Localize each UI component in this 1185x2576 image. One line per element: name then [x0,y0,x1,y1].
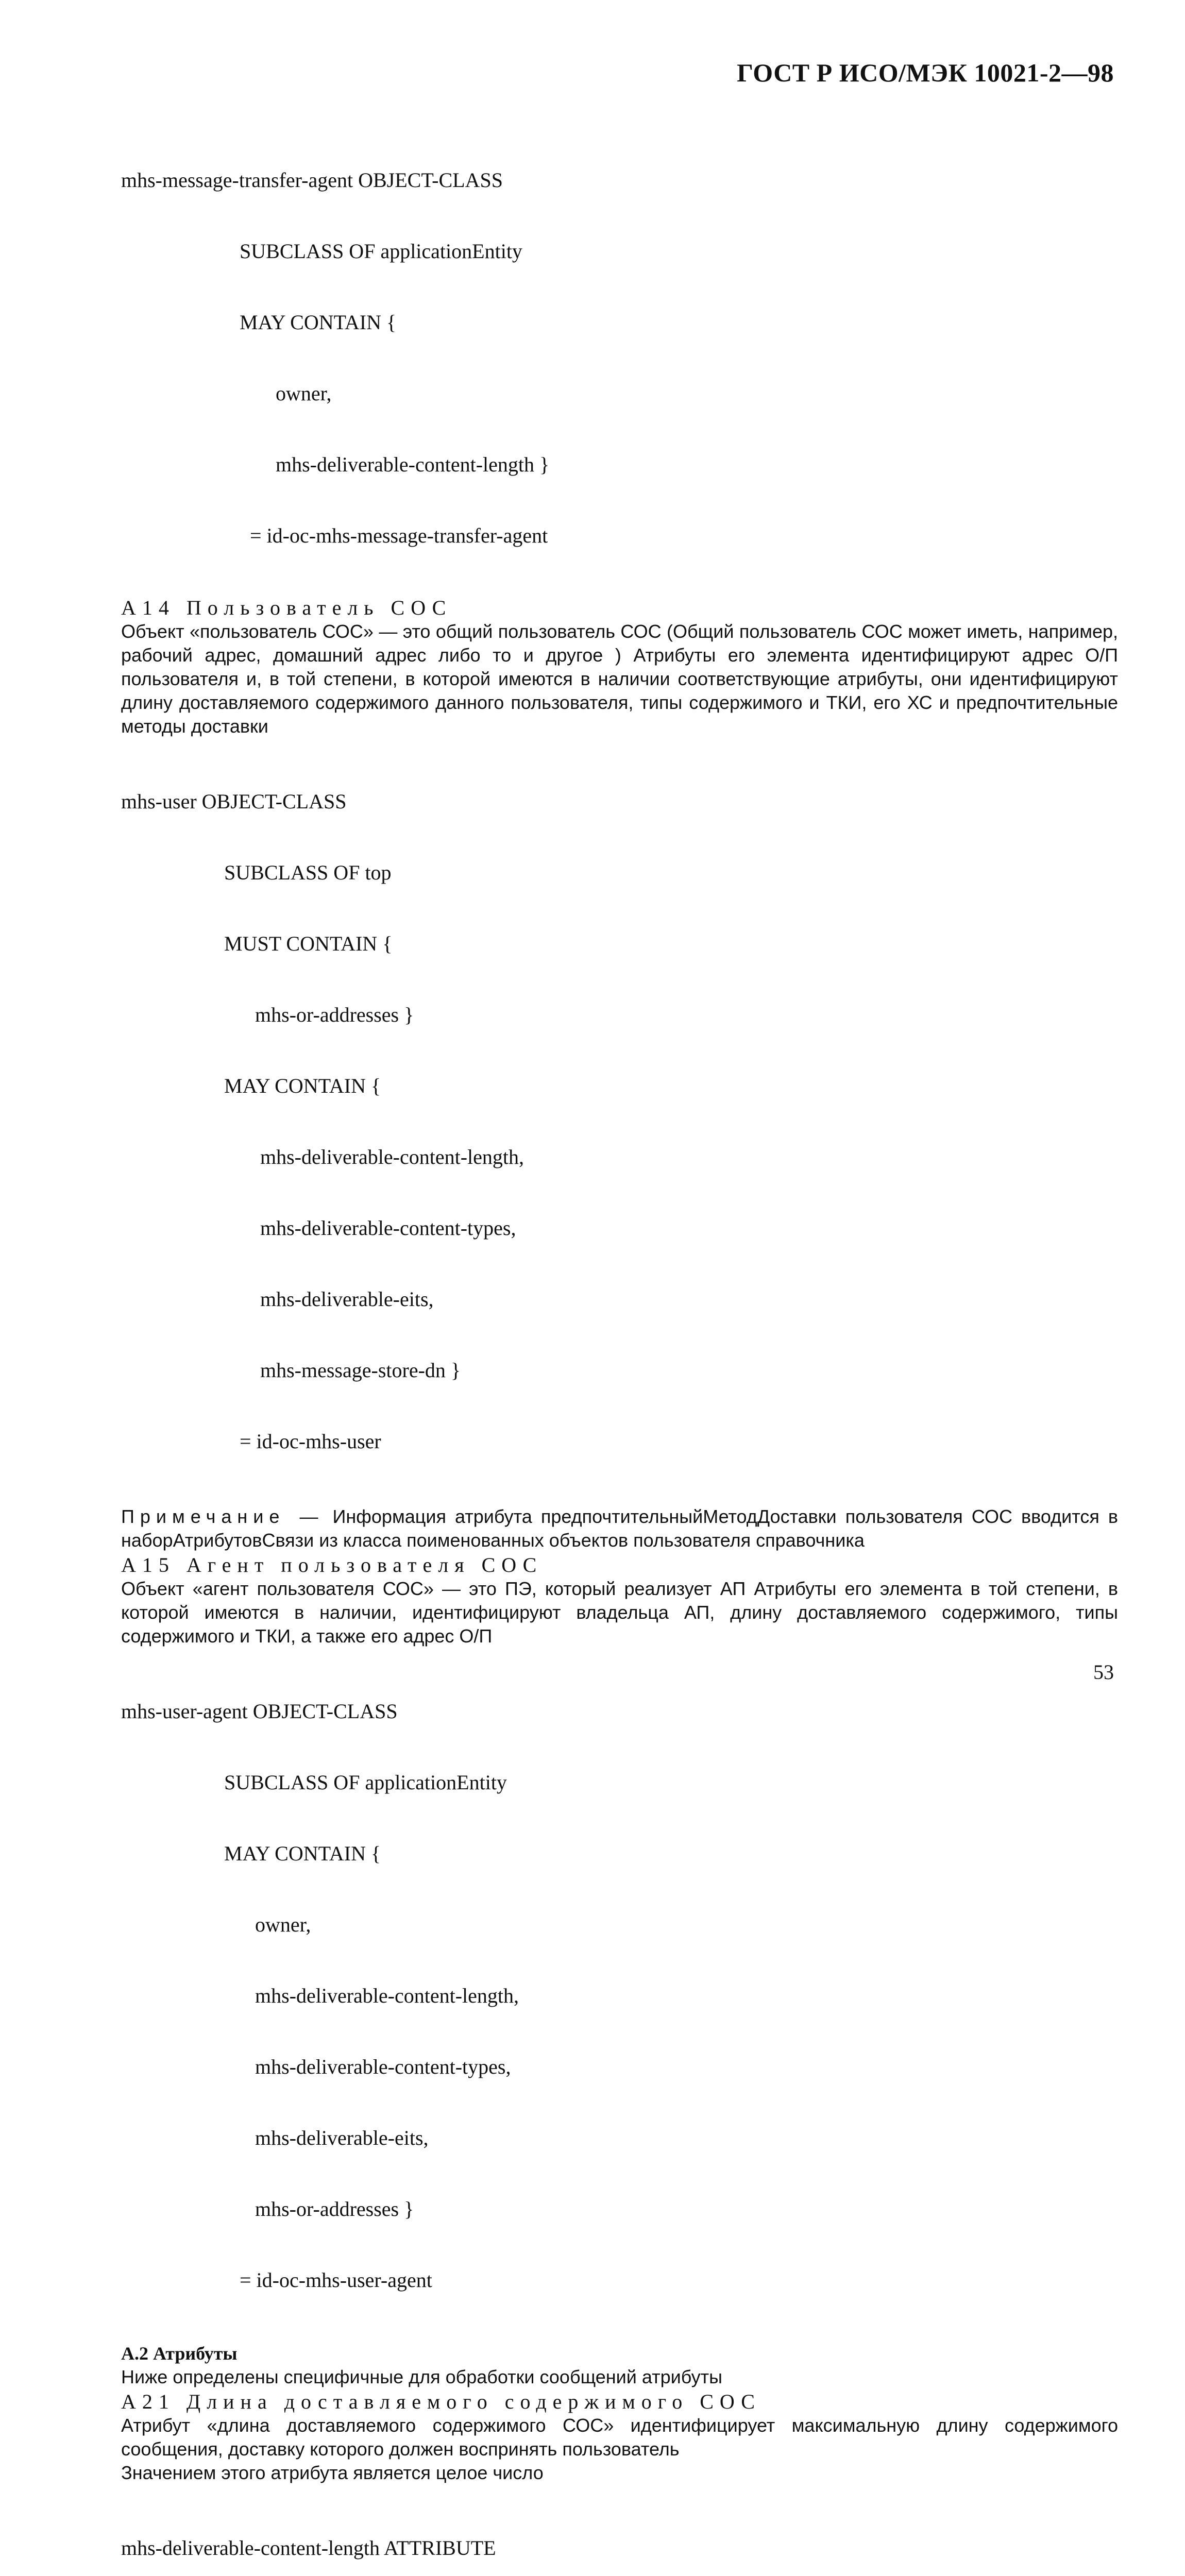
code-line: MAY CONTAIN { [121,1842,381,1865]
code-line: mhs-message-transfer-agent OBJECT-CLASS [121,168,503,192]
code-line: MUST CONTAIN { [121,932,393,955]
section-title-a2: А.2 Атрибуты [121,2343,238,2364]
code-line: SUBCLASS OF applicationEntity [121,240,522,263]
paragraph-a2-intro: Ниже определены специфичные для обработки сообщений атрибуты [121,2366,722,2387]
section-heading-a15: А15 Агент пользователя СОС [121,1553,543,1577]
code-line: SUBCLASS OF applicationEntity [121,1771,507,1794]
paragraph-a14: Объект «пользователь СОС» — это общий пользователь СОС (Общий пользователь СОС может иметь, например, рабочий адрес, домашний адрес либо то и другое ) Атрибуты его элемента идентифицируют адрес О/П пользователя и, в той степени, в которой имеются в наличии соответствующие атрибуты, они идентифицируют длину доставляемого содержимого данного пользователя, типы содержимого и ТКИ, его ХС и предпочтительные методы доставки [121,621,1118,737]
note-paragraph [121,1505,1118,1552]
code-line: mhs-deliverable-content-length ATTRIBUTE [121,2536,496,2560]
code-line: mhs-message-store-dn } [121,1359,461,1382]
mta-definition-code [121,121,1118,595]
paragraph-a15: Объект «агент пользователя СОС» — это ПЭ, который реализует АП Атрибуты его элемента в той степени, в которой имеются в наличии, идентифицируют владельца АП, длину доставляемого содержимого, типы содержимого и ТКИ, а также его адрес О/П [121,1578,1118,1647]
code-line: = id-oc-mhs-user-agent [121,2268,432,2292]
code-line: mhs-deliverable-content-types, [121,2055,511,2078]
code-line: mhs-deliverable-eits, [121,2126,429,2149]
note-text: Информация атрибута предпочтительныйМетодДоставки пользователя СОС вводится в наборАтрибутовСвязи из класса поименованных объектов пользователя справочника [121,1506,1119,1551]
code-line: mhs-deliverable-content-types, [121,1216,516,1240]
a21-definition-code [121,2489,1118,2576]
code-line: MAY CONTAIN { [121,311,397,334]
code-line: mhs-user-agent OBJECT-CLASS [121,1700,398,1723]
user-definition-code [121,742,1118,1501]
user-agent-definition-code [121,1652,1118,2340]
document-header-id: ГОСТ Р ИСО/МЭК 10021-2—98 [737,58,1114,87]
code-line: owner, [121,1913,311,1936]
document-body [121,121,1118,2576]
section-heading-a21: А21 Длина доставляемого содержимого СОС [121,2390,761,2413]
code-line: SUBCLASS OF top [121,861,392,884]
code-line: mhs-or-addresses } [121,1003,414,1026]
code-line: MAY CONTAIN { [121,1074,381,1097]
code-line: mhs-user OBJECT-CLASS [121,790,347,813]
page-number: 53 [1093,1660,1114,1684]
code-line: mhs-deliverable-eits, [121,1287,434,1311]
code-line: owner, [121,382,332,405]
code-line: mhs-or-addresses } [121,2197,414,2221]
code-line: mhs-deliverable-content-length } [121,453,550,476]
note-label: Примечание — [121,1506,324,1527]
paragraph-a21: Атрибут «длина доставляемого содержимого СОС» идентифицирует максимальную длину содержимого сообщения, доставку которого должен воспринять пользователь [121,2415,1118,2460]
code-line: = id-oc-mhs-user [121,1430,381,1453]
code-line: mhs-deliverable-content-length, [121,1984,519,2007]
code-line: mhs-deliverable-content-length, [121,1145,524,1168]
code-line: = id-oc-mhs-message-transfer-agent [121,524,548,547]
paragraph-a21-value: Значением этого атрибута является целое число [121,2462,544,2483]
section-heading-a14: А14 Пользователь СОС [121,596,452,619]
